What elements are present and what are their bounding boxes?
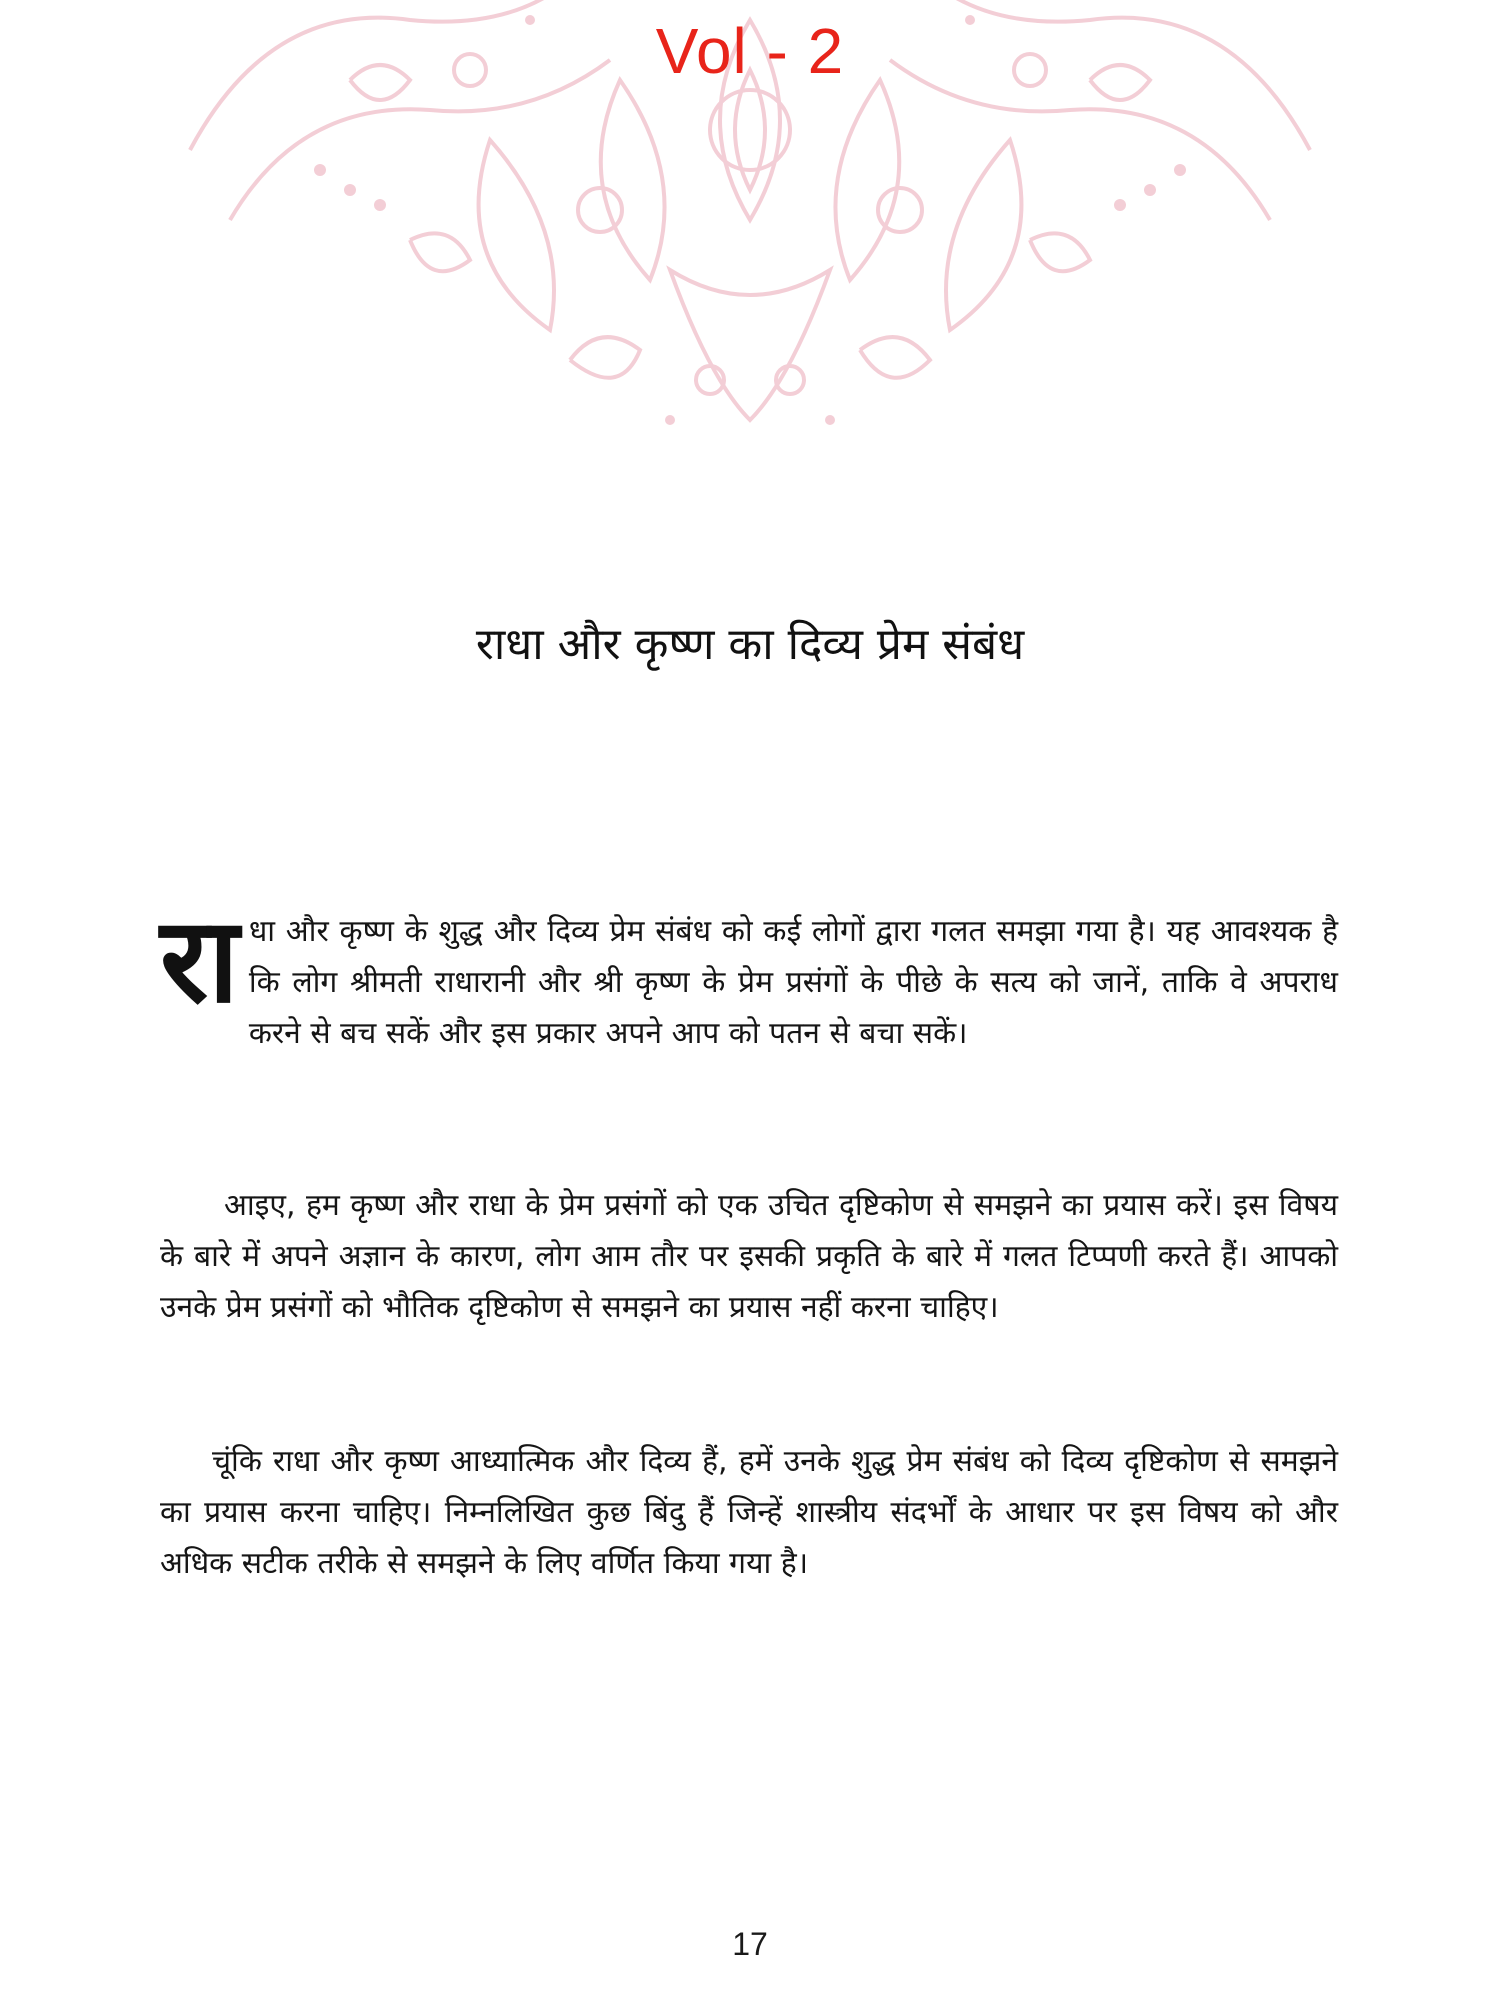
- paragraph-1: [160, 891, 1338, 1059]
- volume-label: Vol - 2: [655, 15, 845, 87]
- paragraph-3: चूंकि राधा और कृष्ण आध्यात्मिक और दिव्य हैं, हमें उनके शुद्ध प्रेम संबंध को दिव्य दृष्टिकोण से समझने का प्रयास करना चाहिए। निम्नलिखित कुछ बिंदु हैं जिन्हें शास्त्रीय संदर्भों के आधार पर इस विषय को और अधिक सटीक तरीके से समझने के लिए वर्णित किया गया है।: [160, 1444, 1338, 1581]
- drop-cap: रा: [160, 891, 239, 1029]
- chapter-title: राधा और कृष्ण का दिव्य प्रेम संबंध: [475, 619, 1025, 670]
- page-number: 17: [732, 1926, 768, 1962]
- paragraph-2: आइए, हम कृष्ण और राधा के प्रेम प्रसंगों को एक उचित दृष्टिकोण से समझने का प्रयास करें। इस विषय के बारे में अपने अज्ञान के कारण, लोग आम तौर पर इसकी प्रकृति के बारे में गलत टिप्पणी करते हैं। आपको उनके प्रेम प्रसंगों को भौतिक दृष्टिकोण से समझने का प्रयास नहीं करना चाहिए।: [160, 1188, 1338, 1325]
- paragraph-1-text: धा और कृष्ण के शुद्ध और दिव्य प्रेम संबंध को कई लोगों द्वारा गलत समझा गया है। यह आवश्यक है कि लोग श्रीमती राधारानी और श्री कृष्ण के प्रेम प्रसंगों के पीछे के सत्य को जानें, ताकि वे अपराध करने से बच सकें और इस प्रकार अपने आप को पतन से बचा सकें।: [248, 914, 1338, 1051]
